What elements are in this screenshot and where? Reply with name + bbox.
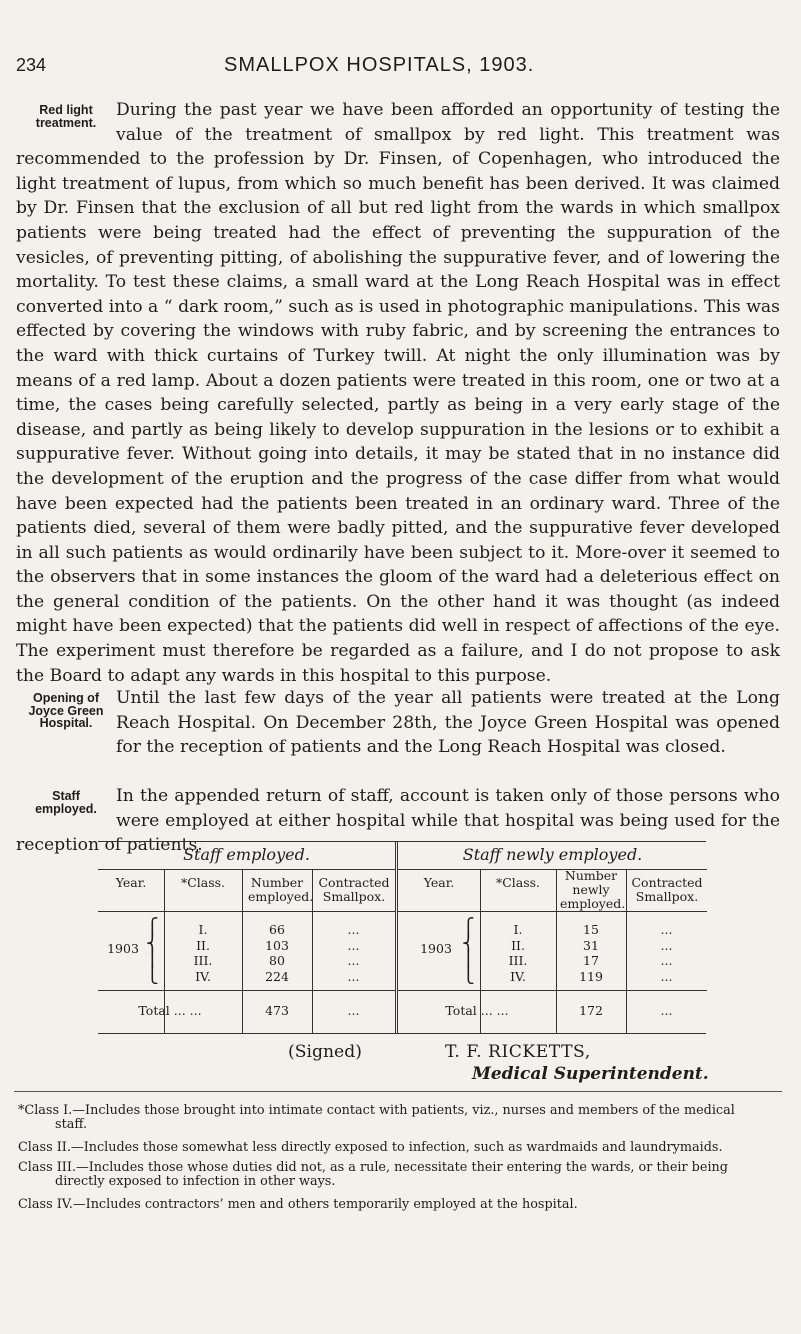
paragraph-joyce-green: Until the last few days of the year all patients were treated at the Long Reach Hospital. On December 28th, the Joyce Green Hospital was opened for the reception of patients and the Long Reach Hospital was closed. [116,688,780,758]
running-title: SMALLPOX HOSPITALS, 1903. [224,54,535,76]
col-header-class: *Class. [180,875,226,890]
footnote-class-3: Class III.—Includes those whose duties did not, as a rule, necessitate their entering the wards, or their being directly exposed to infection in other ways. [18,1160,728,1189]
page-number: 234 [16,55,47,75]
col-header-contracted: Contracted Smallpox. [631,875,703,904]
col-header-year: Year. [115,875,147,890]
total-number: 172 [579,1003,603,1018]
paragraph-staff: In the appended return of staff, account is taken only of those persons who were employed at either hospital while that hospital was being used for the reception of patients. [16,786,780,856]
col-header-number: Number newly employed. [560,868,626,911]
sidenote-staff: Staff employed. [35,789,97,816]
staff-newly-employed-table [397,842,707,1033]
contracted-list: ... ... ... ... [660,922,673,984]
footnote-class-2: Class II.—Includes those somewhat less directly exposed to infection, such as wardmaids and laundrymaids. [18,1140,723,1155]
contracted-list: ... ... ... ... [347,922,360,984]
table-title-staff-newly-employed: Staff newly employed. [398,842,707,870]
number-list: 66 103 80 224 [265,922,289,984]
table-title-staff-employed: Staff employed. [98,842,395,870]
signer-name: T. F. RICKETTS, [445,1042,591,1062]
col-header-number: Number employed. [248,875,314,904]
col-header-class: *Class. [495,875,541,890]
footnote-divider [14,1091,782,1092]
total-number: 473 [265,1003,289,1018]
total-label: Total ... ... [445,1003,509,1018]
section-red-light [16,98,780,688]
year-cell: 1903 [107,941,139,956]
total-label: Total ... ... [138,1003,202,1018]
number-list: 15 31 17 119 [579,922,603,984]
sidenote-joyce-green: Opening of Joyce Green Hospital. [28,691,104,730]
total-contracted: ... [347,1003,360,1018]
signed-label: (Signed) [288,1042,362,1062]
signer-title: Medical Superintendent. [472,1064,709,1084]
brace: ⎧ ⎨ ⎪ ⎩ [146,918,159,985]
section-joyce-green [16,686,780,760]
col-header-year: Year. [423,875,455,890]
footnote-class-4: Class IV.—Includes contractors’ men and others temporarily employed at the hospital. [18,1197,578,1212]
sidenote-red-light: Red light treatment. [35,103,97,130]
staff-table [98,841,706,1034]
class-list: I. II. III. IV. [193,922,213,984]
total-contracted: ... [660,1003,673,1018]
paragraph-red-light: During the past year we have been afforded an opportunity of testing the value of the treatment of smallpox by red light. This treatment was recommended to the profession by Dr. Finsen, of Copenhagen, who introduced the light treatment of lupus, from which so much benefit has been derived. It was claimed by Dr. Finsen that the exclusion of all but red light from the wards in which smallpox patients were being treated had the effect of preventing the suppuration of the vesicles, of preventing pitting, of abolishing the suppurative fever, and of lowering the mortality. To test these claims, a small ward at the Long Reach Hospital was in effect converted into a “ dark room,” such as is used in photographic manipulations. This was effected by covering the windows with ruby fabric, and by screening the entrances to the ward with thick curtains of Turkey twill. At night the only illumination was by means of a red lamp. About a dozen patients were treated in this room, one or two at a time, the cases being carefully selected, partly as being in a very early stage of the disease, and partly as being likely to develop suppuration in the lesions or to exhibit a suppurative fever. Without going into details, it may be stated that in no instance did the development of the eruption and the progress of the case differ from what would have been expected had the patients been treated in an ordinary ward. Three of the patients died, several of them were badly pitted, and the suppurative fever developed in all such patients as would ordinarily have been subject to it. More-over it seemed to the observers that in some instances the gloom of the ward had a deleterious effect on the general condition of the patients. On the other hand it was thought (as indeed might have been expected) that the patients did well in respect of affections of the eye. The experiment must therefore be regarded as a failure, and I do not propose to ask the Board to adapt any wards in this hospital to this purpose. [16,100,780,686]
brace: ⎧ ⎨ ⎪ ⎩ [462,918,475,985]
col-header-contracted: Contracted Smallpox. [318,875,390,904]
footnote-class-1: *Class I.—Includes those brought into intimate contact with patients, viz., nurses and members of the medical staff. [18,1103,735,1132]
class-list: I. II. III. IV. [508,922,528,984]
year-cell: 1903 [420,941,452,956]
staff-employed-table [98,842,396,1033]
